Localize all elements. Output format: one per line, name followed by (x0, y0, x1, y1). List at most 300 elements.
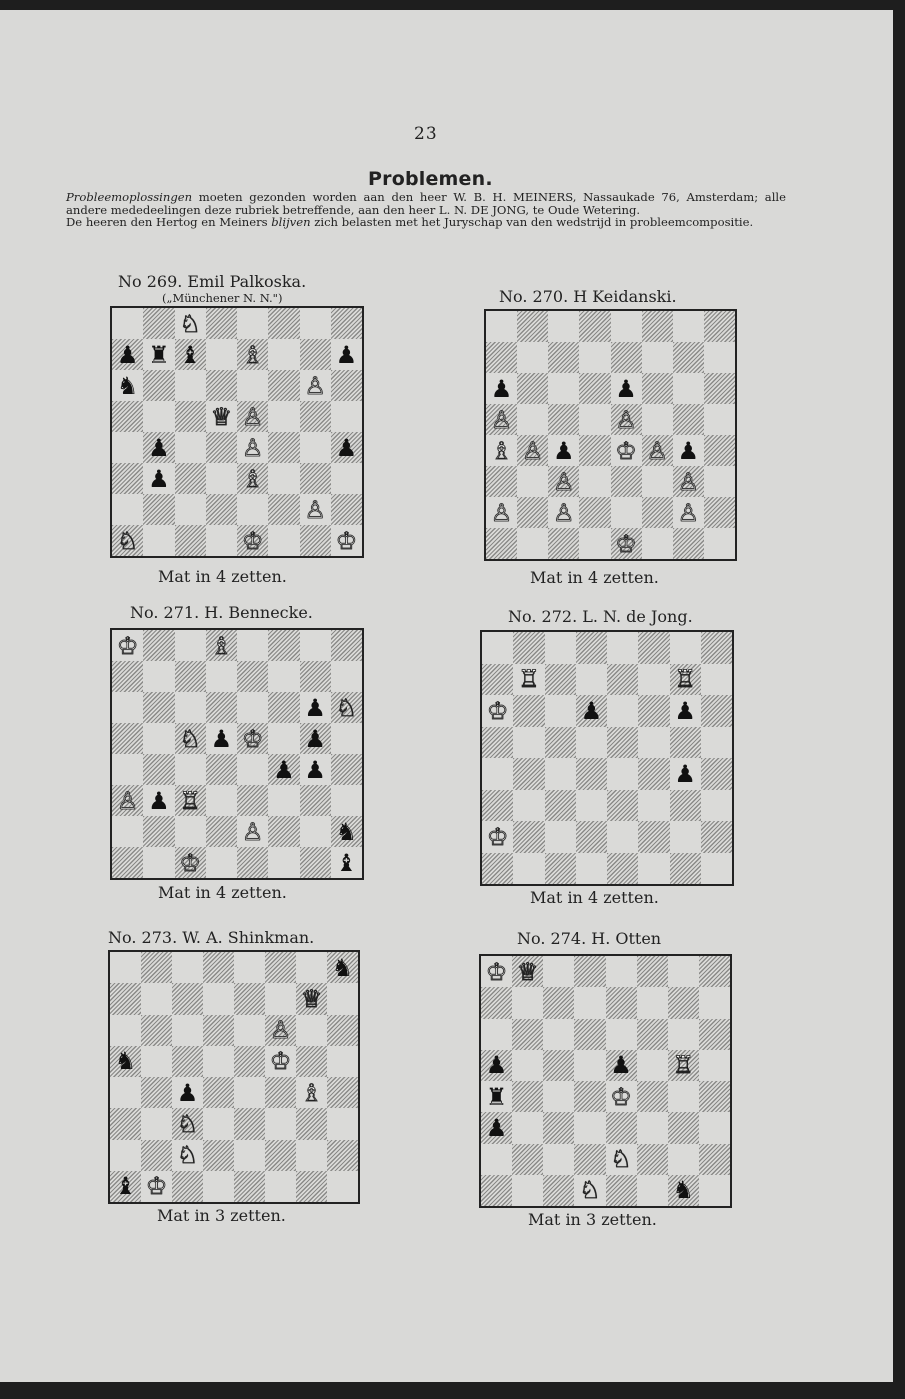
board-square (638, 790, 669, 822)
board-square (268, 816, 299, 847)
board-square (234, 952, 265, 983)
board-square (327, 1015, 358, 1046)
board-square (331, 692, 362, 723)
black-pawn-icon: ♟ (610, 1051, 632, 1080)
board-square (265, 1015, 296, 1046)
board-square (175, 370, 206, 401)
board-square (110, 1108, 141, 1139)
board-square (637, 1175, 668, 1206)
white-king-icon: ♔ (145, 1172, 168, 1201)
board-square (172, 983, 203, 1014)
problem-title: No. 274. H. Otten (517, 929, 662, 948)
board-square (110, 1077, 141, 1108)
board-square (143, 463, 174, 494)
white-pawn-icon: ♙ (304, 371, 326, 400)
board-square (576, 758, 607, 790)
board-square (327, 1046, 358, 1077)
board-square (296, 1171, 327, 1202)
white-king-icon: ♔ (269, 1047, 292, 1076)
board-square (112, 754, 143, 785)
white-king-icon: ♔ (615, 436, 637, 465)
board-square (143, 816, 174, 847)
black-pawn-icon: ♟ (304, 724, 326, 753)
board-square (481, 1081, 512, 1112)
board-square (331, 494, 362, 525)
board-square (234, 1171, 265, 1202)
board-square (327, 1171, 358, 1202)
board-square (172, 1171, 203, 1202)
board-square (206, 339, 237, 370)
intro-text (66, 191, 786, 229)
board-square (112, 816, 143, 847)
board-square (670, 821, 701, 853)
board-square (172, 1046, 203, 1077)
board-square (670, 695, 701, 727)
board-square (268, 847, 299, 878)
board-square (668, 1144, 699, 1175)
board-square (110, 1046, 141, 1077)
board-square (637, 1019, 668, 1050)
board-square (143, 308, 174, 339)
board-square (331, 847, 362, 878)
board-square (206, 370, 237, 401)
board-square (638, 727, 669, 759)
board-square (237, 432, 268, 463)
board-square (673, 342, 704, 373)
board-square (268, 723, 299, 754)
board-square (237, 754, 268, 785)
white-king-icon: ♔ (486, 696, 509, 725)
intro-text-2a: De heeren den Hertog en Meiners (66, 215, 272, 230)
board-square (642, 497, 673, 528)
board-square (638, 853, 669, 885)
board-square (482, 695, 513, 727)
board-square (576, 790, 607, 822)
board-square (300, 847, 331, 878)
board-square (481, 1112, 512, 1143)
board-square (141, 1171, 172, 1202)
board-square (175, 463, 206, 494)
board-square (548, 466, 579, 497)
board-square (704, 311, 735, 342)
board-square (237, 785, 268, 816)
problem-caption: Mat in 4 zetten. (530, 888, 659, 907)
board-square (574, 956, 605, 987)
board-square (112, 432, 143, 463)
board-square (237, 463, 268, 494)
intro-text-2b: zich belasten met het Juryschap van den wedstrijd in probleemcompositie. (310, 215, 754, 230)
board-square (701, 821, 732, 853)
black-pawn-icon: ♟ (580, 696, 603, 725)
board-square (331, 630, 362, 661)
board-square (112, 370, 143, 401)
board-square (670, 758, 701, 790)
board-square (268, 308, 299, 339)
board-square (175, 754, 206, 785)
white-pawn-icon: ♙ (241, 817, 264, 846)
black-bishop-icon: ♝ (114, 1172, 137, 1201)
white-pawn-icon: ♙ (490, 405, 513, 434)
board-square (668, 1112, 699, 1143)
board-square (112, 692, 143, 723)
board-square (172, 1077, 203, 1108)
board-square (704, 528, 735, 559)
board-square (668, 1050, 699, 1081)
board-square (481, 1175, 512, 1206)
board-square (704, 342, 735, 373)
board-square (517, 311, 548, 342)
board-square (701, 790, 732, 822)
board-square (701, 632, 732, 664)
white-knight-icon: ♘ (116, 526, 139, 555)
board-square (141, 952, 172, 983)
board-square (699, 1144, 730, 1175)
board-square (143, 494, 174, 525)
white-rook-icon: ♖ (518, 665, 540, 694)
board-square (237, 692, 268, 723)
board-square (143, 370, 174, 401)
board-square (237, 723, 268, 754)
board-square (172, 1140, 203, 1171)
board-square (331, 339, 362, 370)
board-square (112, 525, 143, 556)
board-square (637, 987, 668, 1018)
board-square (206, 494, 237, 525)
board-square (670, 727, 701, 759)
white-knight-icon: ♘ (335, 693, 358, 722)
board-square (110, 1140, 141, 1171)
board-square (300, 370, 331, 401)
board-square (512, 1081, 543, 1112)
black-knight-icon: ♞ (335, 817, 358, 846)
board-square (513, 758, 544, 790)
board-square (203, 1015, 234, 1046)
white-rook-icon: ♖ (674, 665, 696, 694)
board-square (512, 1144, 543, 1175)
white-knight-icon: ♘ (610, 1145, 632, 1174)
intro-italic-2: blijven (271, 215, 311, 230)
board-square (642, 342, 673, 373)
board-square (300, 463, 331, 494)
board-square (482, 790, 513, 822)
board-square (175, 816, 206, 847)
board-square (175, 723, 206, 754)
problem-title: No. 271. H. Bennecke. (130, 603, 313, 622)
board-square (237, 661, 268, 692)
board-square (265, 1171, 296, 1202)
board-square (237, 494, 268, 525)
board-square (265, 1140, 296, 1171)
white-pawn-icon: ♙ (304, 495, 326, 524)
black-pawn-icon: ♟ (485, 1051, 508, 1080)
board-square (300, 692, 331, 723)
board-square (576, 727, 607, 759)
board-square (327, 1140, 358, 1171)
problem-title: No. 270. H Keidanski. (499, 287, 677, 306)
problem-caption: Mat in 3 zetten. (528, 1210, 657, 1229)
white-knight-icon: ♘ (176, 1141, 199, 1170)
board-square (545, 853, 576, 885)
board-square (579, 404, 610, 435)
board-square (237, 370, 268, 401)
intro-paragraph-2 (66, 216, 786, 229)
board-square (606, 956, 637, 987)
white-pawn-icon: ♙ (521, 436, 544, 465)
board-square (611, 311, 642, 342)
problem-caption: Mat in 4 zetten. (158, 883, 287, 902)
board-square (203, 1046, 234, 1077)
board-square (112, 494, 143, 525)
board-square (576, 853, 607, 885)
board-square (237, 847, 268, 878)
board-square (517, 373, 548, 404)
board-square (548, 497, 579, 528)
board-square (237, 339, 268, 370)
board-square (548, 373, 579, 404)
board-square (611, 528, 642, 559)
board-square (143, 723, 174, 754)
board-square (234, 1015, 265, 1046)
board-square (579, 497, 610, 528)
board-square (331, 754, 362, 785)
board-square (606, 987, 637, 1018)
board-square (300, 785, 331, 816)
board-square (701, 695, 732, 727)
board-square (482, 632, 513, 664)
board-square (513, 853, 544, 885)
board-square (141, 983, 172, 1014)
board-square (699, 1019, 730, 1050)
board-square (481, 1019, 512, 1050)
board-square (327, 1108, 358, 1139)
board-square (517, 342, 548, 373)
board-square (642, 373, 673, 404)
board-square (143, 339, 174, 370)
white-queen-icon: ♕ (300, 984, 323, 1013)
board-square (175, 785, 206, 816)
board-square (606, 1050, 637, 1081)
white-queen-icon: ♕ (516, 957, 539, 986)
board-square (576, 821, 607, 853)
problem-title: No 269. Emil Palkoska. (118, 272, 307, 291)
black-knight-icon: ♞ (672, 1176, 695, 1205)
board-square (670, 790, 701, 822)
board-square (300, 308, 331, 339)
board-square (543, 1019, 574, 1050)
board-square (112, 847, 143, 878)
board-square (673, 311, 704, 342)
chess-board (484, 309, 737, 561)
chess-board (479, 954, 732, 1208)
board-square (701, 727, 732, 759)
black-pawn-icon: ♟ (677, 436, 700, 465)
board-square (513, 821, 544, 853)
board-square (486, 404, 517, 435)
board-square (331, 661, 362, 692)
board-square (512, 956, 543, 987)
board-square (234, 1046, 265, 1077)
board-square (607, 758, 638, 790)
board-square (296, 1077, 327, 1108)
board-square (545, 821, 576, 853)
board-square (206, 661, 237, 692)
board-square (513, 790, 544, 822)
board-square (543, 1081, 574, 1112)
board-square (607, 632, 638, 664)
board-square (265, 952, 296, 983)
board-square (579, 342, 610, 373)
black-pawn-icon: ♟ (304, 693, 326, 722)
board-square (548, 342, 579, 373)
board-square (638, 758, 669, 790)
page-sheet (0, 10, 893, 1382)
board-square (668, 1081, 699, 1112)
chess-board (108, 950, 360, 1204)
chess-board (110, 306, 364, 558)
board-square (668, 987, 699, 1018)
problem-title: No. 273. W. A. Shinkman. (108, 928, 315, 947)
board-square (112, 463, 143, 494)
board-square (300, 525, 331, 556)
board-square (642, 404, 673, 435)
board-square (327, 952, 358, 983)
board-square (296, 1015, 327, 1046)
board-square (268, 754, 299, 785)
board-square (486, 342, 517, 373)
board-square (481, 987, 512, 1018)
white-knight-icon: ♘ (579, 1176, 601, 1205)
board-square (296, 1046, 327, 1077)
intro-text-1: moeten gezonden worden aan den heer W. B. H. MEINERS, Nassaukade 76, Amsterdam; alle andere mededeelingen deze rubriek betreffende, aan den heer L. N. DE JONG, te Oude Wetering. (66, 190, 786, 217)
board-square (331, 432, 362, 463)
board-square (327, 983, 358, 1014)
board-square (300, 661, 331, 692)
board-square (486, 466, 517, 497)
white-pawn-icon: ♙ (490, 498, 513, 527)
board-square (486, 311, 517, 342)
board-square (606, 1081, 637, 1112)
board-square (513, 695, 544, 727)
white-king-icon: ♔ (241, 526, 264, 555)
board-square (517, 466, 548, 497)
board-square (300, 401, 331, 432)
black-pawn-icon: ♟ (148, 786, 170, 815)
board-square (265, 1108, 296, 1139)
board-square (206, 630, 237, 661)
board-square (141, 1108, 172, 1139)
board-square (606, 1144, 637, 1175)
board-square (512, 1019, 543, 1050)
board-square (673, 497, 704, 528)
board-square (175, 525, 206, 556)
black-pawn-icon: ♟ (304, 755, 326, 784)
board-square (513, 632, 544, 664)
board-square (513, 664, 544, 696)
board-square (579, 373, 610, 404)
board-square (670, 853, 701, 885)
board-square (543, 1144, 574, 1175)
board-square (296, 983, 327, 1014)
white-king-icon: ♔ (615, 529, 637, 558)
white-pawn-icon: ♙ (553, 467, 575, 496)
board-square (637, 1050, 668, 1081)
board-square (513, 727, 544, 759)
board-square (112, 339, 143, 370)
board-square (331, 525, 362, 556)
board-square (268, 463, 299, 494)
board-square (110, 1171, 141, 1202)
board-square (237, 630, 268, 661)
board-square (112, 661, 143, 692)
white-pawn-icon: ♙ (241, 402, 264, 431)
board-square (143, 630, 174, 661)
board-square (268, 401, 299, 432)
board-square (110, 952, 141, 983)
problem-caption: Mat in 4 zetten. (158, 567, 287, 586)
board-square (548, 311, 579, 342)
black-pawn-icon: ♟ (490, 374, 513, 403)
board-square (141, 1077, 172, 1108)
board-square (668, 1019, 699, 1050)
board-square (296, 1108, 327, 1139)
board-square (175, 692, 206, 723)
white-bishop-icon: ♗ (241, 464, 264, 493)
white-rook-icon: ♖ (179, 786, 201, 815)
black-pawn-icon: ♟ (674, 696, 696, 725)
board-square (486, 373, 517, 404)
board-square (172, 952, 203, 983)
page-heading: Problemen. (368, 168, 493, 190)
board-square (486, 497, 517, 528)
board-square (638, 632, 669, 664)
board-square (574, 1081, 605, 1112)
white-knight-icon: ♘ (179, 309, 201, 338)
black-pawn-icon: ♟ (176, 1078, 199, 1107)
white-king-icon: ♔ (179, 848, 201, 877)
board-square (331, 463, 362, 494)
board-square (606, 1019, 637, 1050)
black-pawn-icon: ♟ (485, 1113, 508, 1142)
board-square (331, 785, 362, 816)
board-square (172, 1015, 203, 1046)
board-square (203, 1108, 234, 1139)
board-square (481, 1144, 512, 1175)
board-square (642, 466, 673, 497)
black-rook-icon: ♜ (148, 340, 170, 369)
board-square (206, 723, 237, 754)
board-square (300, 339, 331, 370)
board-square (143, 847, 174, 878)
board-square (512, 1050, 543, 1081)
board-square (701, 853, 732, 885)
white-pawn-icon: ♙ (646, 436, 668, 465)
board-square (331, 308, 362, 339)
board-square (175, 494, 206, 525)
white-pawn-icon: ♙ (677, 498, 700, 527)
board-square (517, 528, 548, 559)
board-square (482, 853, 513, 885)
board-square (110, 1015, 141, 1046)
board-square (699, 1050, 730, 1081)
board-square (206, 785, 237, 816)
board-square (701, 664, 732, 696)
board-square (206, 754, 237, 785)
board-square (112, 723, 143, 754)
board-square (611, 404, 642, 435)
board-square (268, 661, 299, 692)
board-square (637, 1081, 668, 1112)
black-pawn-icon: ♟ (273, 755, 295, 784)
